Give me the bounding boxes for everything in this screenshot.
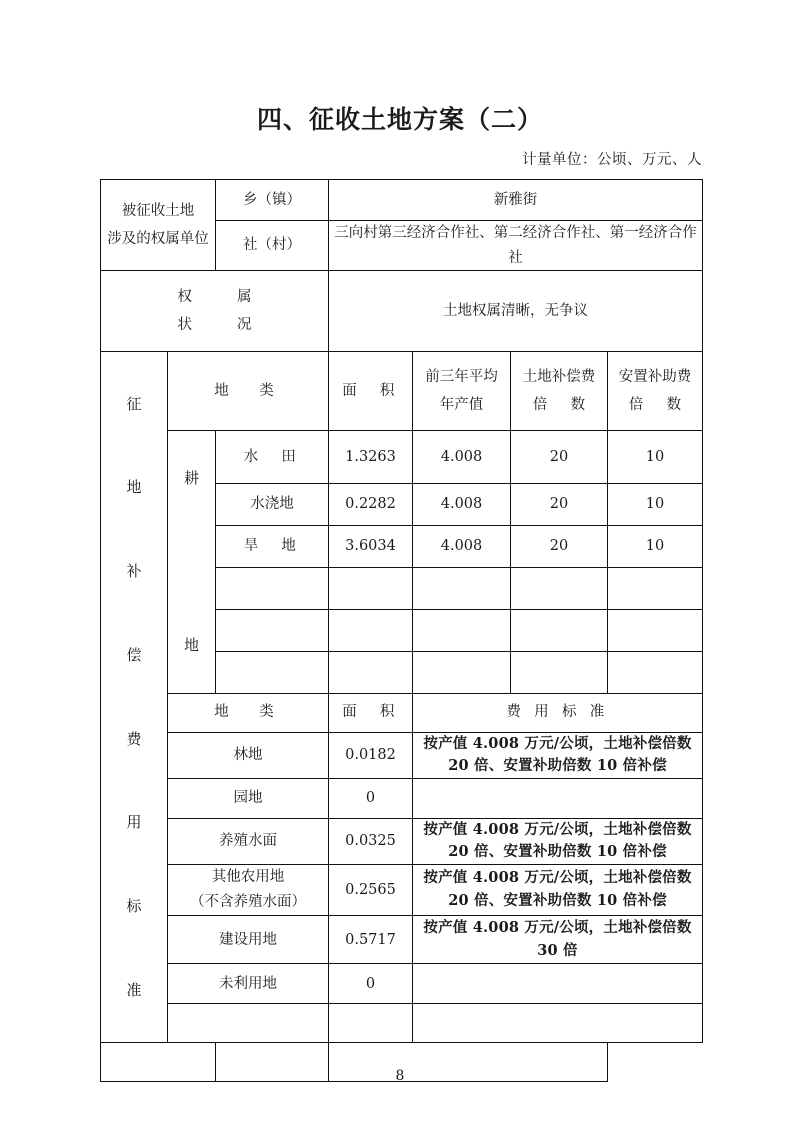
std-land-type-cell: 建设用地 [168,916,329,964]
resettlement-multiple-cell [608,651,703,693]
std-fee-standard-cell: 按产值 4.008 万元/公顷，土地补偿倍数 20 倍、安置补助倍数 10 倍补偿 [413,732,703,778]
side-label-char-5: 用 [126,813,142,832]
table-row-ownership-status [101,271,703,352]
ownership-label-line1: 被征收土地 [121,202,195,219]
measurement-unit-note: 计量单位：公顷、万元、人 [522,152,702,168]
avg-yield-cell: 4.008 [413,431,511,483]
std-land-type-cell: 未利用地 [168,964,329,1004]
side-label-char-6: 标 [126,897,142,916]
std-area-cell [329,1004,413,1043]
column-header-avg-yield [413,352,511,431]
side-label-char-4: 费 [126,729,142,748]
land-type-cell: 旱 地 [216,525,329,567]
resettlement-multiple-cell: 10 [608,525,703,567]
page-number: 8 [395,1068,405,1084]
area-cell [329,651,413,693]
table-row [101,864,703,916]
std-area-cell: 0 [329,778,413,818]
area-cell [329,609,413,651]
land-type-cell: 水 田 [216,431,329,483]
std-area-cell: 0 [329,964,413,1004]
resettlement-multiple-cell [608,567,703,609]
std-land-type-cell: 养殖水面 [168,818,329,864]
std-fee-standard-cell: 按产值 4.008 万元/公顷，土地补偿倍数 20 倍、安置补助倍数 10 倍补偿 [413,818,703,864]
side-label-char-1: 地 [126,478,142,497]
land-comp-multiple-cell: 20 [511,525,608,567]
avg-yield-line1: 前三年平均 [425,369,498,386]
avg-yield-cell [413,567,511,609]
std-area-cell: 0.5717 [329,916,413,964]
ownership-status-label-line2: 状 况 [177,317,267,334]
table-row [101,818,703,864]
std-fee-standard-cell [413,1004,703,1043]
land-comp-multiple-cell [511,651,608,693]
std-fee-standard-cell: 按产值 4.008 万元/公顷，土地补偿倍数 20 倍、安置补助倍数 10 倍补偿 [413,864,703,916]
cultivated-land-group-label [168,431,216,693]
column-header-area: 面 积 [329,352,413,431]
side-label-char-0: 征 [126,394,142,413]
std-column-header-area: 面 积 [329,693,413,732]
side-label-char-7: 准 [126,980,142,999]
std-land-type-cell: 园地 [168,778,329,818]
land-comp-multiple-cell: 20 [511,483,608,525]
ownership-label-line2: 涉及的权属单位 [107,231,209,248]
table-row-standard-header [101,693,703,732]
land-comp-line1: 土地补偿费 [522,369,596,386]
std-fee-standard-cell [413,964,703,1004]
table-row [101,916,703,964]
std-fee-standard-cell [413,778,703,818]
table-row [101,778,703,818]
land-acquisition-table [100,179,703,1082]
std-column-header-land-type: 地 类 [168,693,329,732]
ownership-status-value: 土地权属清晰，无争议 [329,271,703,352]
land-comp-line2: 倍 数 [532,397,590,414]
area-cell: 0.2282 [329,483,413,525]
std-land-type-cell [168,864,329,916]
std-area-cell: 0.2565 [329,864,413,916]
page-title: 四、征收土地方案（二） [256,105,543,134]
area-cell: 3.6034 [329,525,413,567]
table-row [101,964,703,1004]
group-label-top: 耕 [183,468,199,487]
avg-yield-cell [413,609,511,651]
std-land-type-line2: （不含养殖水面） [190,893,306,910]
side-label-char-3: 偿 [126,645,142,664]
std-land-type-line1: 其他农用地 [211,868,285,885]
table-row [101,1004,703,1043]
village-label: 社（村） [216,221,329,271]
column-header-land-type: 地 类 [168,352,329,431]
township-label: 乡（镇） [216,180,329,221]
resettlement-multiple-cell [608,609,703,651]
std-land-type-cell: 林地 [168,732,329,778]
table-row [101,732,703,778]
ownership-status-label-line1: 权 属 [177,289,267,306]
ownership-status-label [101,271,329,352]
avg-yield-cell: 4.008 [413,525,511,567]
table-row-compensation-header [101,352,703,431]
avg-yield-line2: 年产值 [439,397,484,414]
land-type-cell [216,609,329,651]
std-fee-standard-cell: 按产值 4.008 万元/公顷，土地补偿倍数 30 倍 [413,916,703,964]
std-area-cell: 0.0182 [329,732,413,778]
avg-yield-cell [413,651,511,693]
land-comp-multiple-cell [511,609,608,651]
table-row-township [101,180,703,221]
table-row [101,431,703,483]
std-land-type-cell [168,1004,329,1043]
std-column-header-fee-standard: 费 用 标 准 [413,693,703,732]
resettle-line1: 安置补助费 [618,369,692,386]
land-comp-multiple-cell: 20 [511,431,608,483]
resettlement-multiple-cell: 10 [608,431,703,483]
land-comp-multiple-cell [511,567,608,609]
land-type-cell: 水浇地 [216,483,329,525]
township-value: 新雅街 [329,180,703,221]
side-label-char-2: 补 [126,562,142,581]
village-value: 三向村第三经济合作社、第二经济合作社、第一经济合作社 [329,221,703,271]
area-cell: 1.3263 [329,431,413,483]
land-type-cell [216,651,329,693]
ownership-row-label [101,180,216,271]
group-label-bottom: 地 [183,635,199,654]
land-type-cell [216,567,329,609]
resettlement-multiple-cell: 10 [608,483,703,525]
resettle-line2: 倍 数 [628,397,686,414]
compensation-side-label [101,352,168,1043]
std-area-cell: 0.0325 [329,818,413,864]
column-header-resettlement [608,352,703,431]
avg-yield-cell: 4.008 [413,483,511,525]
column-header-land-compensation [511,352,608,431]
area-cell [329,567,413,609]
